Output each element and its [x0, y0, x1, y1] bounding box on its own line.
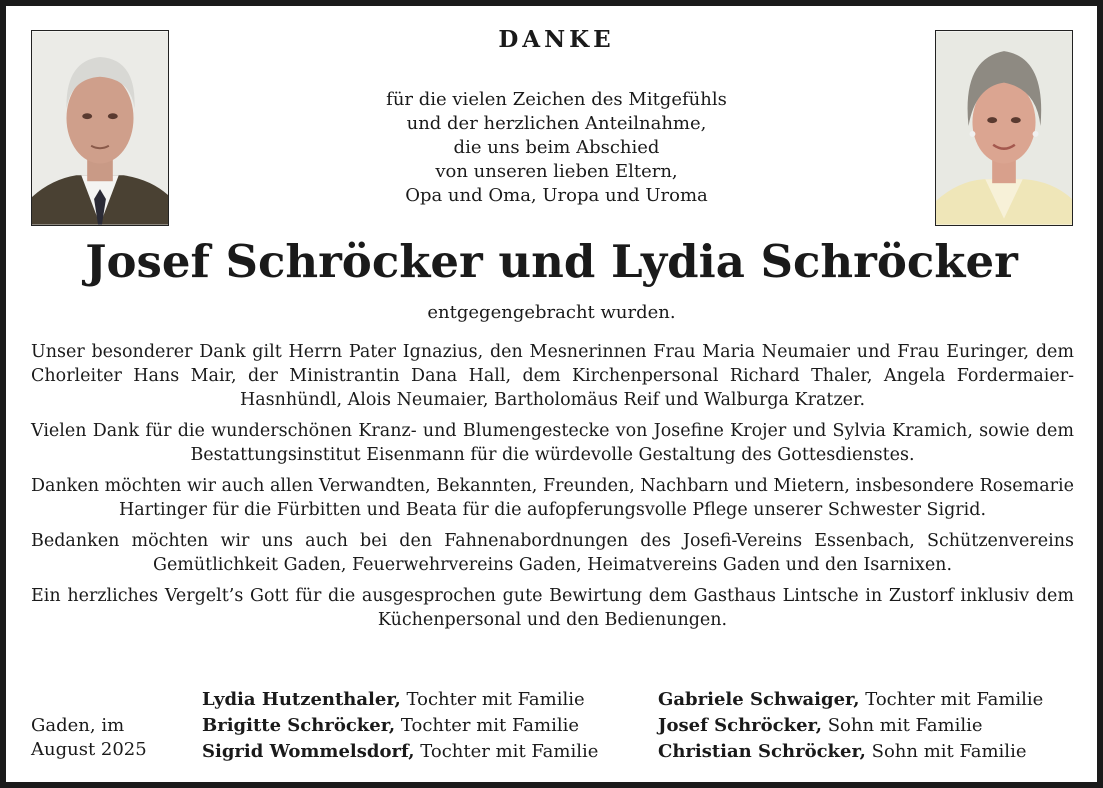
signature-relation: Sohn mit Familie — [865, 741, 1027, 762]
thanks-paragraph: Unser besonderer Dank gilt Herrn Pater Ignazius, den Mesnerinnen Frau Maria Neumaier und Frau Euringer, dem Chorleiter Hans Mair, der Ministrantin Dana Hall, dem Kirchenpersonal Richard Thaler, Angela Fordermaier-Hasnhündl, Alois Neumaier, Bartholomäus Reif und Walburga Kratzer. — [31, 342, 1074, 410]
deceased-names: Josef Schröcker und Lydia Schröcker — [85, 235, 1018, 288]
signature-relation: Tochter mit Familie — [400, 689, 585, 710]
signature-name: Gabriele Schwaiger, — [658, 689, 860, 710]
heading-danke: DANKE — [498, 26, 615, 53]
signature-relation: Tochter mit Familie — [859, 689, 1044, 710]
intro-line: die uns beim Abschied — [453, 137, 660, 158]
signature-relation: Tochter mit Familie — [414, 741, 599, 762]
place-date — [31, 714, 147, 762]
intro-line: und der herzlichen Anteilnahme, — [406, 113, 707, 134]
signature-relation: Sohn mit Familie — [821, 715, 983, 736]
signatures-right — [658, 687, 1043, 765]
intro-line: Opa und Oma, Uropa und Uroma — [405, 185, 708, 206]
thanks-paragraph: Vielen Dank für die wunderschönen Kranz- und Blumengestecke von Josefine Krojer und Sylvia Kramich, sowie dem Bestattungsinstitut Eisenmann für die würdevolle Gestaltung des Gottesdienstes. — [31, 421, 1074, 465]
signature-entry — [202, 687, 598, 713]
signature-name: Lydia Hutzenthaler, — [202, 689, 401, 710]
signature-entry — [202, 713, 598, 739]
signature-entry — [202, 739, 598, 765]
portrait-man-icon — [32, 31, 168, 225]
signature-name: Josef Schröcker, — [658, 715, 822, 736]
signatures-left — [202, 687, 598, 765]
signature-name: Brigitte Schröcker, — [202, 715, 396, 736]
thanks-paragraph: Ein herzliches Vergelt’s Gott für die ausgesprochen gute Bewirtung dem Gasthaus Lintsche in Zustorf inklusiv dem Küchenpersonal und den Bedienungen. — [31, 586, 1074, 630]
intro-text — [186, 88, 927, 208]
thanks-body — [31, 340, 1074, 639]
signature-relation: Tochter mit Familie — [395, 715, 579, 736]
signature-entry — [658, 687, 1043, 713]
signature-entry — [658, 739, 1043, 765]
portrait-woman-photo — [935, 30, 1073, 226]
thanks-paragraph: Danken möchten wir auch allen Verwandten, Bekannten, Freunden, Nachbarn und Mietern, insbesondere Rosemarie Hartinger für die Fürbitten und Beata für die aufopferungsvolle Pflege unserer Schwester Sigrid. — [31, 476, 1074, 520]
intro-ending: entgegengebracht wurden. — [427, 302, 676, 323]
intro-line: für die vielen Zeichen des Mitgefühls — [386, 89, 727, 110]
signature-name: Christian Schröcker, — [658, 741, 866, 762]
place-line: Gaden, im — [31, 715, 125, 736]
thanks-paragraph: Bedanken möchten wir uns auch bei den Fahnenabordnungen des Josefi-Vereins Essenbach, Schützenvereins Gemütlichkeit Gaden, Feuerwehrvereins Gaden, Heimatvereins Gaden und den Isarnixen. — [31, 531, 1074, 575]
signature-name: Sigrid Wommelsdorf, — [202, 741, 415, 762]
portrait-man-photo — [31, 30, 169, 226]
signature-entry — [658, 713, 1043, 739]
intro-line: von unseren lieben Eltern, — [435, 161, 678, 182]
date-line: August 2025 — [31, 739, 147, 760]
portrait-woman-icon — [936, 31, 1072, 225]
